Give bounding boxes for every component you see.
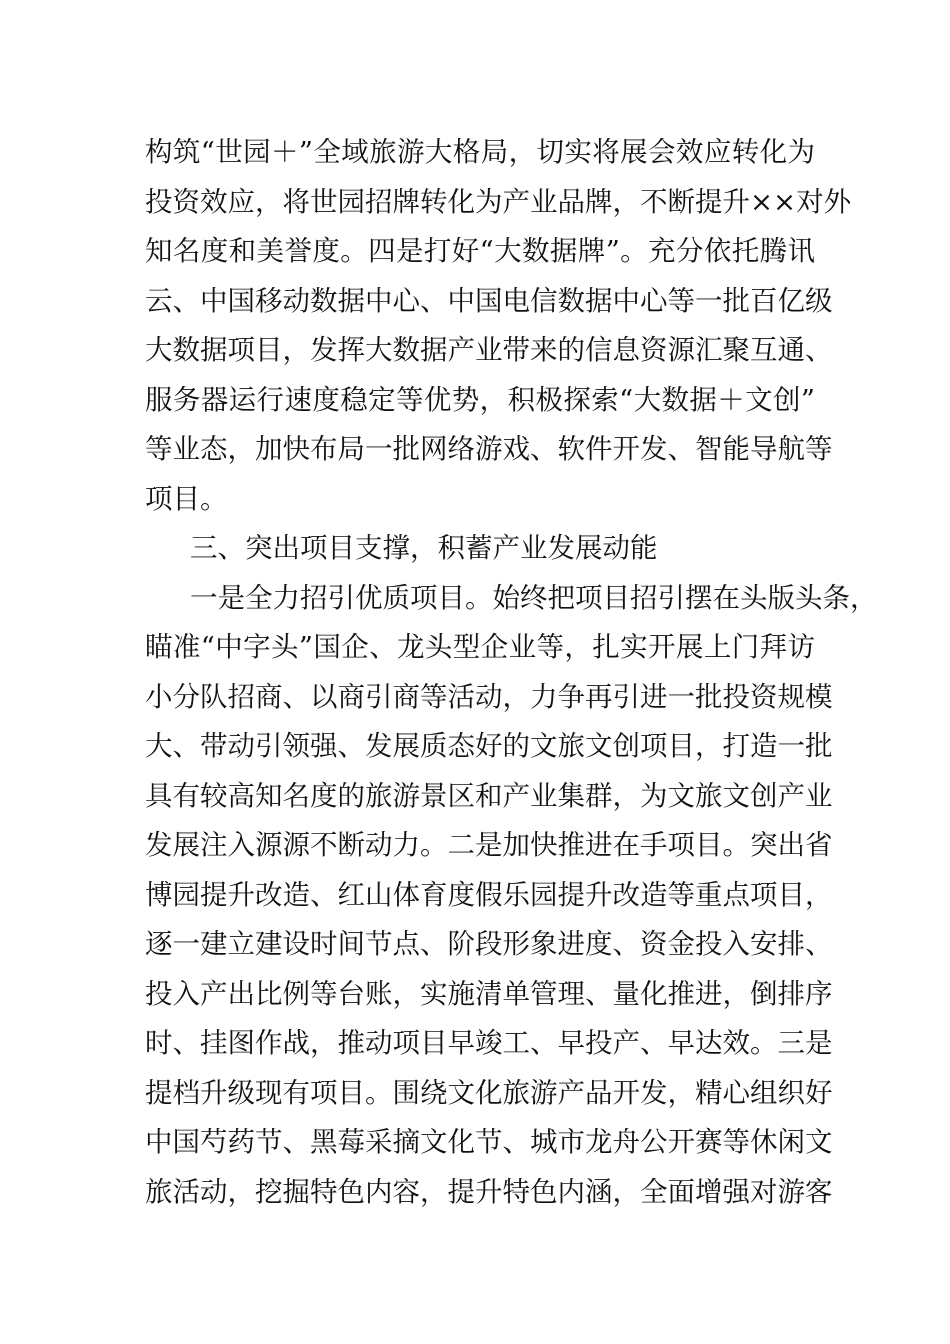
text-line: 投入产出比例等台账，实施清单管理、量化推进，倒排序 (145, 977, 833, 1010)
text-line: 瞄准“中字头”国企、龙头型企业等，扎实开展上门拜访 (145, 631, 815, 663)
text-line: 具有较高知名度的旅游景区和产业集群，为文旅文创产业 (145, 779, 833, 812)
text-line: 逐一建立建设时间节点、阶段形象进度、资金投入安排、 (145, 928, 833, 960)
text-line: 提档升级现有项目。围绕文化旅游产品开发，精心组织好 (145, 1076, 833, 1109)
text-line: 小分队招商、以商引商等活动，力争再引进一批投资规模 (145, 680, 833, 713)
text-line: 云、中国移动数据中心、中国电信数据中心等一批百亿级 (145, 284, 833, 317)
text-line: 时、挂图作战，推动项目早竣工、早投产、早达效。三是 (145, 1027, 833, 1059)
section-heading: 三、突出项目支撑，积蓄产业发展动能 (190, 532, 658, 564)
text-line: 项目。 (145, 482, 228, 515)
text-line: 服务器运行速度稳定等优势，积极探索“大数据＋文创” (145, 383, 815, 416)
text-line: 发展注入源源不断动力。二是加快推进在手项目。突出省 (145, 829, 833, 861)
text-line: 投资效应，将世园招牌转化为产业品牌，不断提升××对外 (145, 185, 852, 218)
text-line: 知名度和美誉度。四是打好“大数据牌”。充分依托腾讯 (145, 235, 815, 267)
text-line: 博园提升改造、红山体育度假乐园提升改造等重点项目， (145, 878, 833, 911)
document-body (145, 128, 878, 1217)
text-line: 中国芍药节、黑莓采摘文化节、城市龙舟公开赛等休闲文 (145, 1126, 833, 1158)
text-line: 旅活动，挖掘特色内容，提升特色内涵，全面增强对游客 (145, 1175, 833, 1208)
text-line: 构筑“世园＋”全域旅游大格局，切实将展会效应转化为 (145, 136, 815, 168)
text-line: 等业态，加快布局一批网络游戏、软件开发、智能导航等 (145, 433, 833, 465)
text-line: 一是全力招引优质项目。始终把项目招引摆在头版头条， (190, 581, 878, 614)
text-line: 大数据项目，发挥大数据产业带来的信息资源汇聚互通、 (145, 334, 833, 366)
text-line: 大、带动引领强、发展质态好的文旅文创项目，打造一批 (145, 730, 833, 762)
